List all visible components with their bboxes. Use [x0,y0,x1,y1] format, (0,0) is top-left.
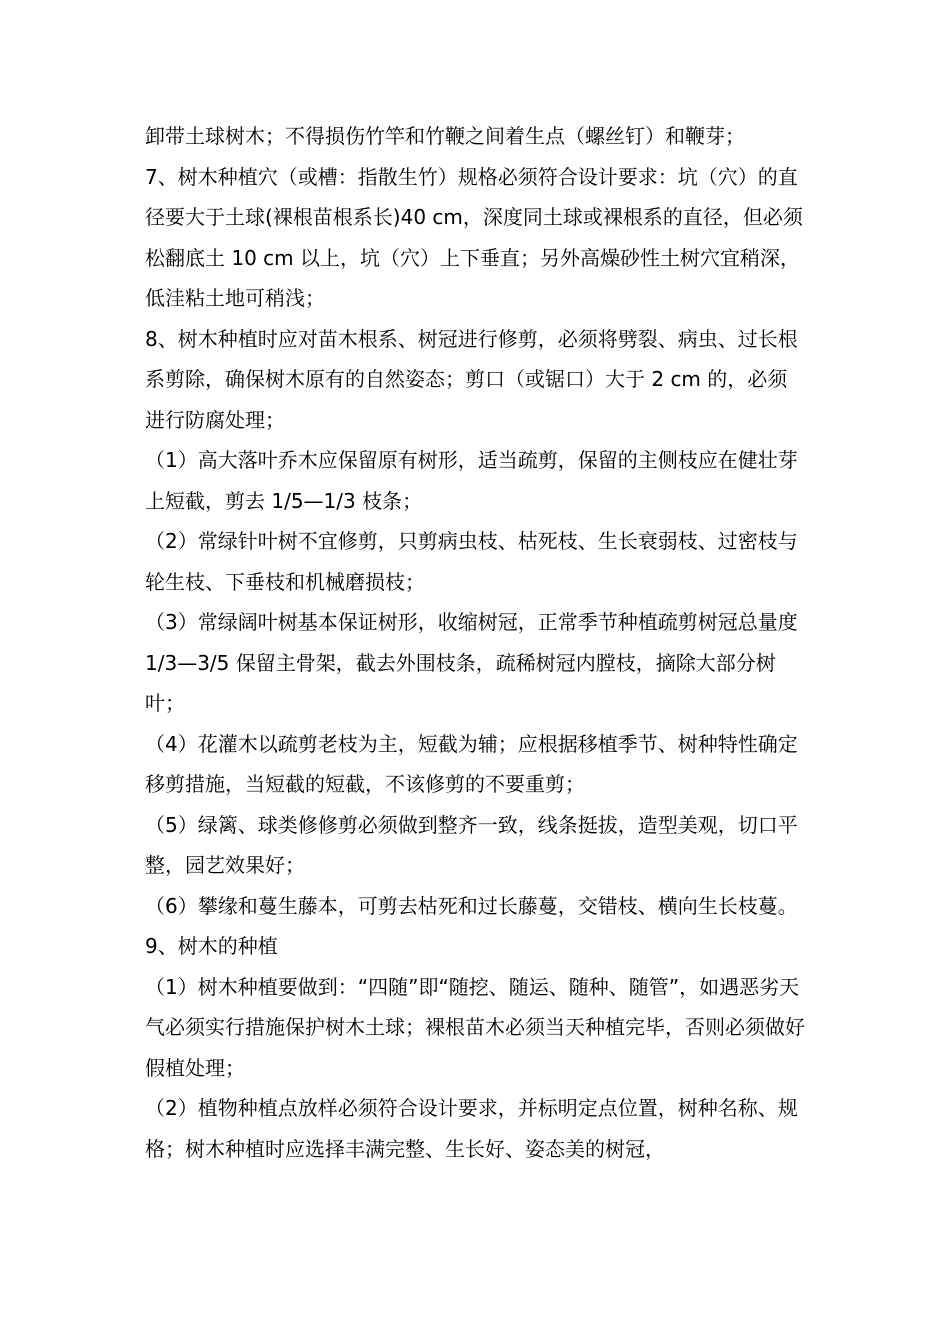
paragraph-item-9-1: （1）树木种植要做到：“四随”即“随挖、随运、随种、随管”，如遇恶劣天气必须实行措施保护树木土球；裸根苗木必须当天种植完毕，否则必须做好假植处理； [145,974,805,1080]
paragraph-continuation: 卸带土球树木；不得损伤竹竿和竹鞭之间着生点（螺丝钉）和鞭芽； [145,124,745,148]
paragraph-item-9-2: （2）植物种植点放样必须符合设计要求，并标明定点位置，树种名称、规格；树木种植时应选择丰满完整、生长好、姿态美的树冠， [145,1096,798,1161]
paragraph-item-8-6: （6）攀缘和蔓生藤本，可剪去枯死和过长藤蔓，交错枝、横向生长枝蔓。 [145,893,798,918]
paragraph-item-8-1: （1）高大落叶乔木应保留原有树形，适当疏剪，保留的主侧枝应在健壮芽上短截，剪去 1/5—1/3 枝条； [145,448,798,513]
paragraph-item-7: 7、树木种植穴（或槽：指散生竹）规格必须符合设计要求：坑（穴）的直径要大于土球(裸根苗根系长)40 cm，深度同土球或裸根系的直径，但必须松翻底土 10 cm 以上，坑（穴）上下垂直；另外高燥砂性土树穴宜稍深，低洼粘土地可稍浅； [145,164,803,310]
paragraph-item-8-3: （3）常绿阔叶树基本保证树形，收缩树冠，正常季节种植疏剪树冠总量度 1/3—3/5 保留主骨架，截去外围枝条，疏稀树冠内膛枝，摘除大部分树叶； [145,610,798,715]
paragraph-item-8-5: （5）绿篱、球类修修剪必须做到整齐一致，线条挺拔，造型美观，切口平整，园艺效果好； [145,812,798,877]
paragraph-item-9-heading: 9、树木的种植 [145,934,278,958]
document-body [145,116,807,1169]
paragraph-item-8: 8、树木种植时应对苗木根系、树冠进行修剪，必须将劈裂、病虫、过长根系剪除，确保树木原有的自然姿态；剪口（或锯口）大于 2 cm 的，必须进行防腐处理； [145,326,798,432]
paragraph-item-8-2: （2）常绿针叶树不宜修剪，只剪病虫枝、枯死枝、生长衰弱枝、过密枝与轮生枝、下垂枝和机械磨损枝； [145,529,798,594]
paragraph-item-8-4: （4）花灌木以疏剪老枝为主，短截为辅；应根据移植季节、树种特性确定移剪措施，当短截的短截，不该修剪的不要重剪； [145,731,798,796]
